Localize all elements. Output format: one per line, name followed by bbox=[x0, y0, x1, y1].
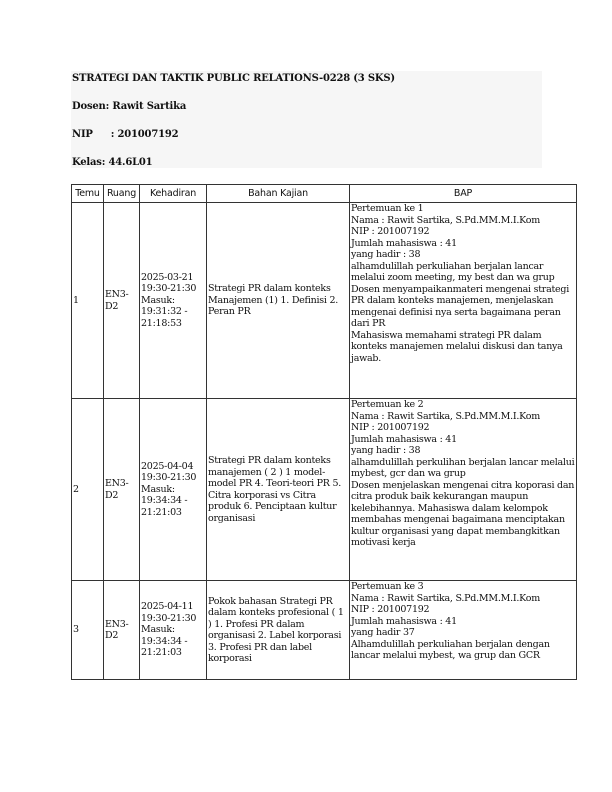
kehadiran-cell: 2025-04-04 19:30-21:30 Masuk: 19:34:34 - 21:21:03 bbox=[140, 399, 207, 581]
table-row bbox=[72, 581, 577, 680]
course-header bbox=[71, 71, 542, 168]
lecturer-nip bbox=[72, 129, 178, 140]
lecturer-name: Dosen: Rawit Sartika bbox=[72, 101, 187, 112]
table-row bbox=[72, 203, 577, 399]
temu-cell: 1 bbox=[72, 203, 104, 399]
bap-cell: Pertemuan ke 1 Nama : Rawit Sartika, S.Pd.MM.M.I.Kom NIP : 201007192 Jumlah mahasiswa : 41 yang hadir : 38 alhamdulillah perkuliahan berjalan lancar melalui zoom meeting, my best dan wa grup Dosen menyampaikanmateri mengenai strategi PR dalam konteks manajemen, menjelaskan mengenai definisi nya serta bagaimana peran dari PR Mahasiswa memahami strategi PR dalam konteks manajemen melalui diskusi dan tanya jawab. bbox=[350, 203, 577, 399]
col-header-bap: BAP bbox=[350, 185, 577, 203]
table-row bbox=[72, 399, 577, 581]
col-header-kehadiran: Kehadiran bbox=[140, 185, 207, 203]
course-title: STRATEGI DAN TAKTIK PUBLIC RELATIONS-0228 (3 SKS) bbox=[72, 73, 395, 84]
bap-cell: Pertemuan ke 2 Nama : Rawit Sartika, S.Pd.MM.M.I.Kom NIP : 201007192 Jumlah mahasiswa : 41 yang hadir : 38 alhamdulillah perkulihan berjalan lancar melalui mybest, gcr dan wa grup Dosen menjelaskan mengenai citra koporasi dan citra produk baik kekurangan maupun kelebihannya. Mahasiswa dalam kelompok membahas mengenai bagaimana menciptakan kultur organisasi yang dapat membangkitkan motivasi kerja bbox=[350, 399, 577, 581]
nip-label: NIP bbox=[72, 129, 93, 140]
ruang-cell: EN3-D2 bbox=[104, 399, 140, 581]
ruang-cell: EN3-D2 bbox=[104, 203, 140, 399]
temu-cell: 2 bbox=[72, 399, 104, 581]
col-header-bahan-kajian: Bahan Kajian bbox=[207, 185, 350, 203]
col-header-temu: Temu bbox=[72, 185, 104, 203]
kehadiran-cell: 2025-04-11 19:30-21:30 Masuk: 19:34:34 - 21:21:03 bbox=[140, 581, 207, 680]
bahan-kajian-cell: Strategi PR dalam konteks manajemen ( 2 ) 1 model-model PR 4. Teori-teori PR 5. Citra korporasi vs Citra produk 6. Penciptaan kultur organisasi bbox=[207, 399, 350, 581]
bap-cell: Pertemuan ke 3 Nama : Rawit Sartika, S.Pd.MM.M.I.Kom NIP : 201007192 Jumlah mahasiswa : 41 yang hadir 37 Alhamdulillah perkuliahan berjalan dengan lancar melalui mybest, wa grup dan GCR bbox=[350, 581, 577, 680]
temu-cell: 3 bbox=[72, 581, 104, 680]
class-code: Kelas: 44.6L01 bbox=[72, 157, 153, 168]
nip-value: : 201007192 bbox=[110, 129, 179, 140]
col-header-ruang: Ruang bbox=[104, 185, 140, 203]
table-header-row bbox=[72, 185, 577, 203]
kehadiran-cell: 2025-03-21 19:30-21:30 Masuk: 19:31:32 - 21:18:53 bbox=[140, 203, 207, 399]
ruang-cell: EN3-D2 bbox=[104, 581, 140, 680]
bahan-kajian-cell: Strategi PR dalam konteks Manajemen (1) 1. Definisi 2. Peran PR bbox=[207, 203, 350, 399]
attendance-table bbox=[71, 184, 577, 680]
bahan-kajian-cell: Pokok bahasan Strategi PR dalam konteks profesional ( 1 ) 1. Profesi PR dalam organisasi 2. Label korporasi 3. Profesi PR dan label korporasi bbox=[207, 581, 350, 680]
